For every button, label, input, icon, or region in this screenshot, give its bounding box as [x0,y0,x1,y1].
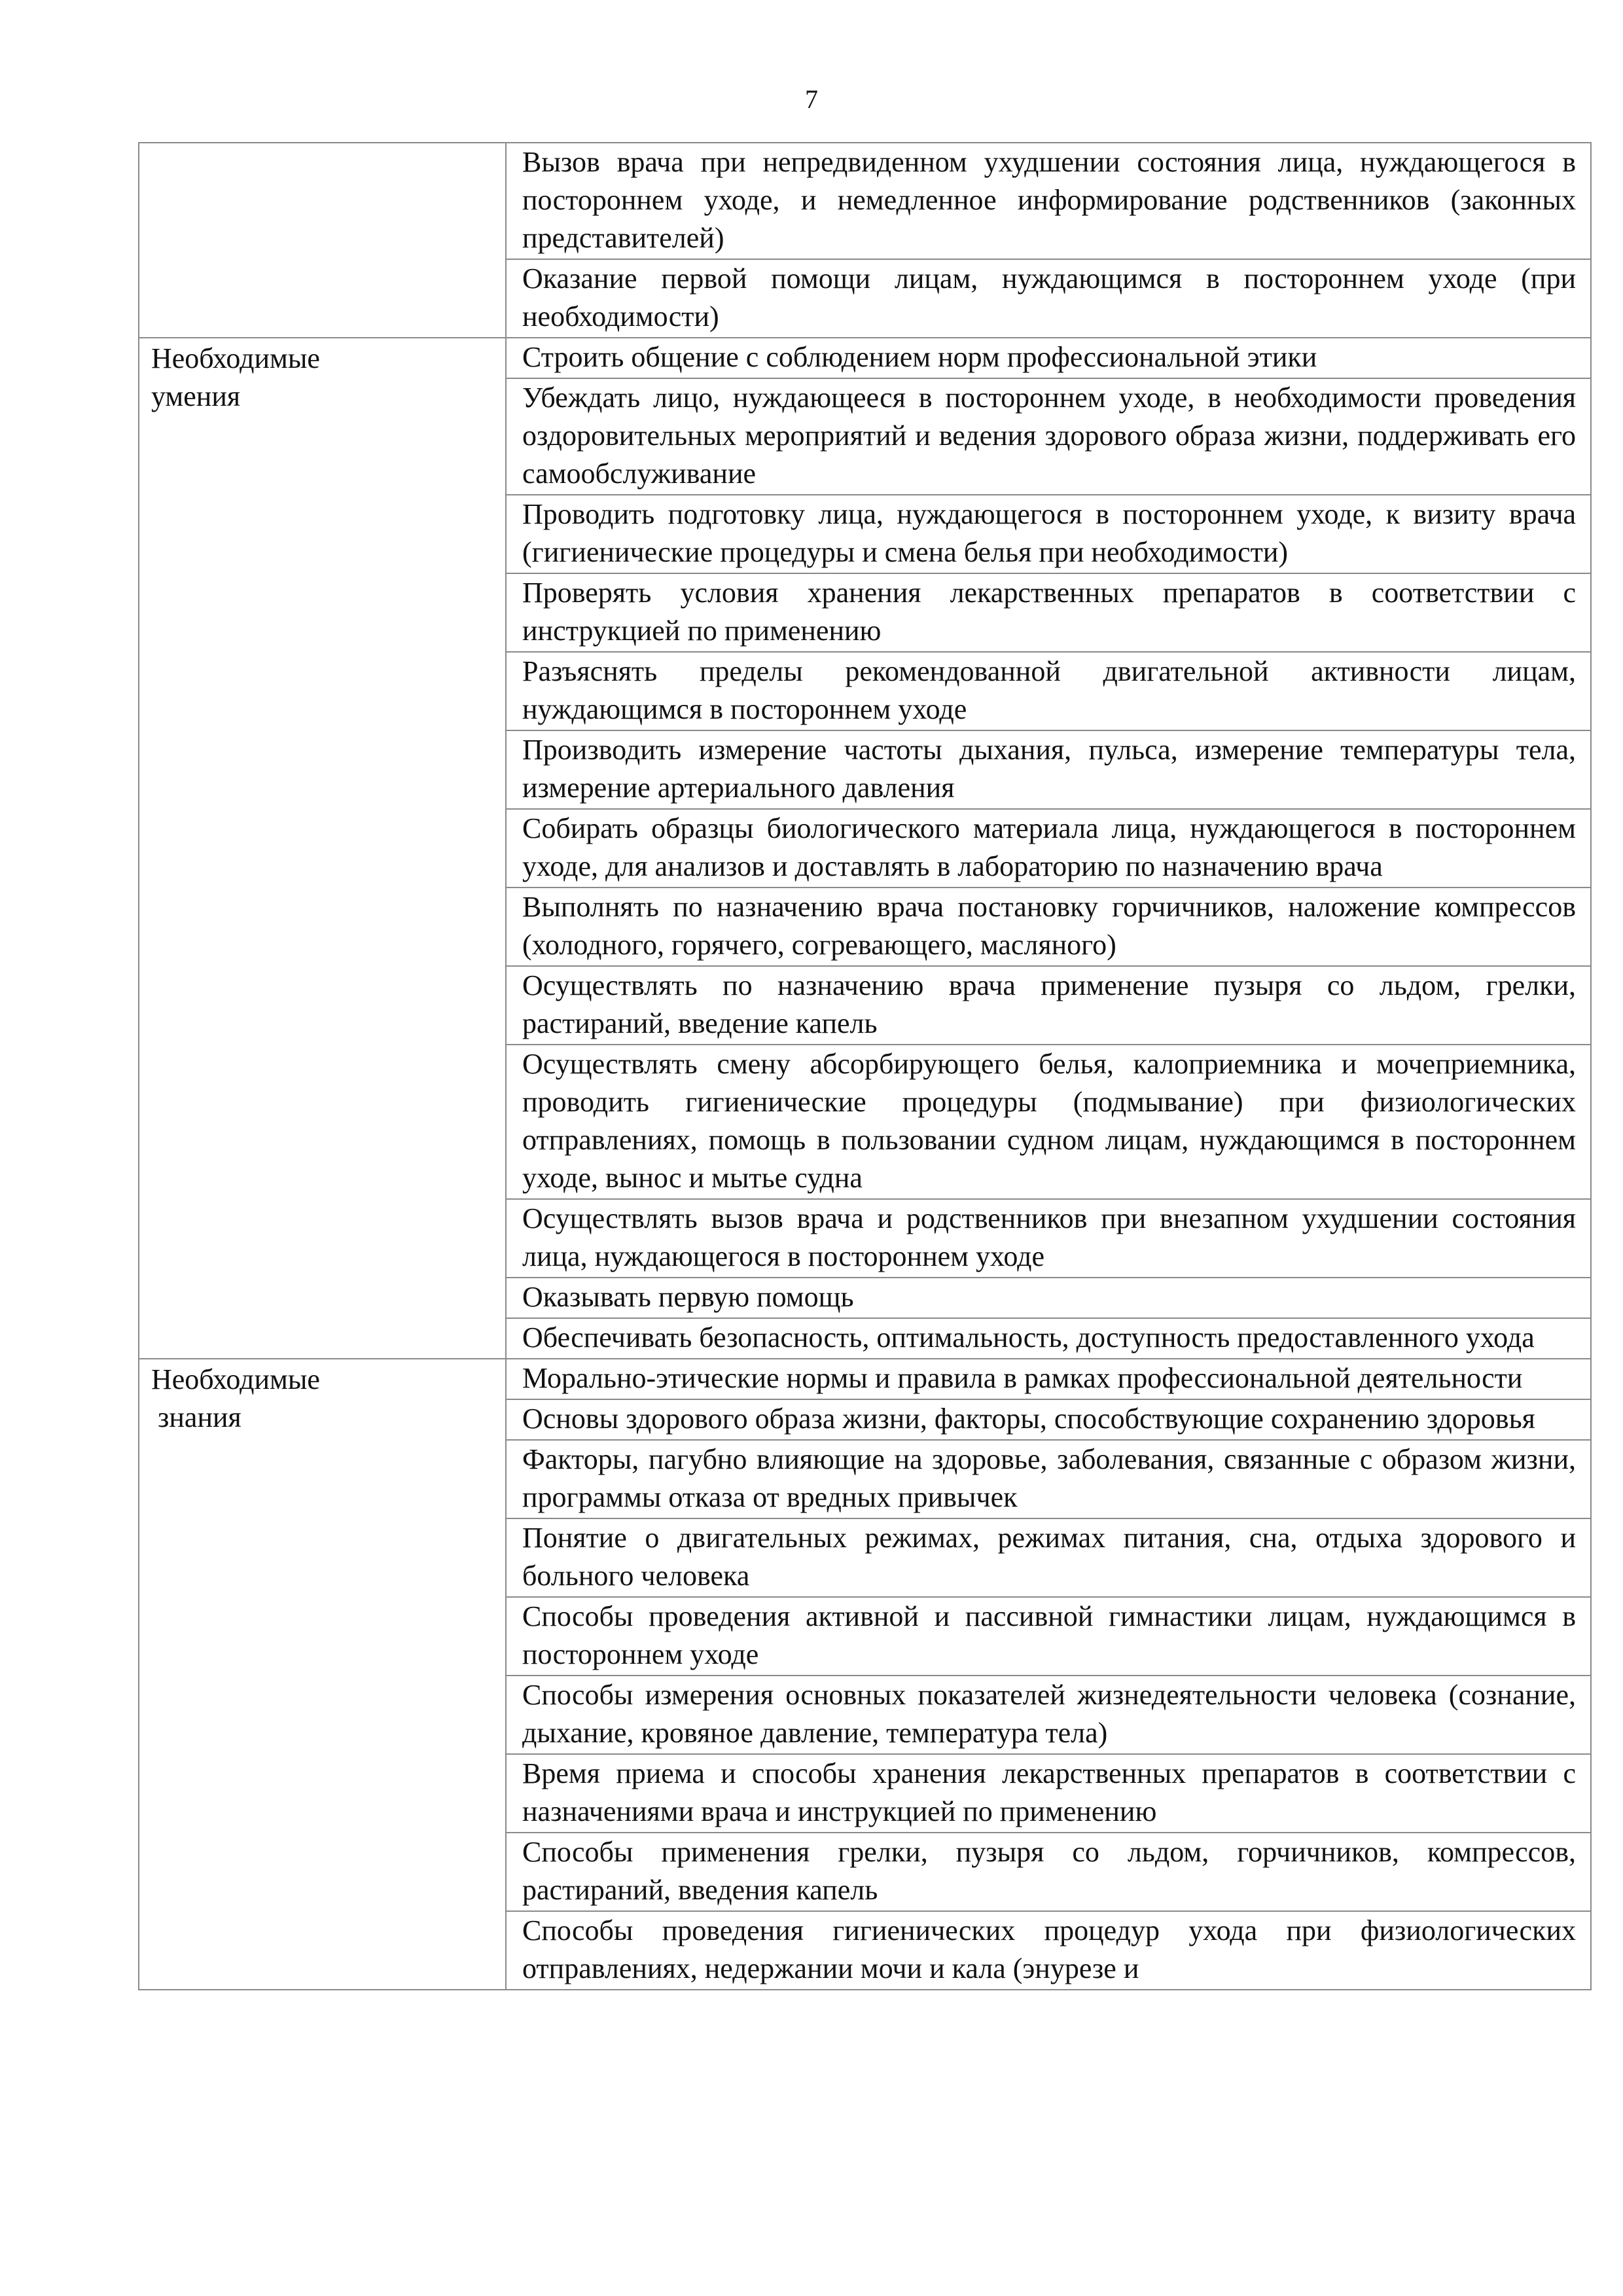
section-label-empty [139,143,506,338]
table-cell-item: Факторы, пагубно влияющие на здоровье, заболевания, связанные с образом жизни, программы отказа от вредных привычек [506,1440,1591,1518]
table-row [139,338,1591,378]
table-cell-item: Основы здорового образа жизни, факторы, способствующие сохранению здоровья [506,1399,1591,1440]
table-cell-item: Строить общение с соблюдением норм профессиональной этики [506,338,1591,378]
section-label-knowledge [139,1359,506,1990]
table-cell-item: Проводить подготовку лица, нуждающегося в постороннем уходе, к визиту врача (гигиенические процедуры и смена белья при необходимости) [506,495,1591,573]
table-cell-item: Способы применения грелки, пузыря со льдом, горчичников, компрессов, растираний, введения капель [506,1833,1591,1911]
table-cell-item: Способы проведения активной и пассивной гимнастики лицам, нуждающимся в постороннем уходе [506,1597,1591,1676]
table-cell-item: Разъяснять пределы рекомендованной двигательной активности лицам, нуждающимся в постороннем уходе [506,652,1591,730]
section-label-line: Необходимые [151,342,320,374]
section-label-skills [139,338,506,1359]
table-row [139,143,1591,259]
page-number: 7 [805,84,818,114]
competency-table [138,142,1592,1990]
table-row [139,1359,1591,1399]
table-cell-item: Вызов врача при непредвиденном ухудшении состояния лица, нуждающегося в постороннем уходе, и немедленное информирование родственников (законных представителей) [506,143,1591,259]
table-cell-item: Оказание первой помощи лицам, нуждающимся в постороннем уходе (при необходимости) [506,259,1591,338]
table-cell-item: Понятие о двигательных режимах, режимах питания, сна, отдыха здорового и больного человека [506,1518,1591,1597]
section-label-line: знания [158,1401,241,1433]
table-cell-item: Оказывать первую помощь [506,1278,1591,1318]
table-cell-item: Способы измерения основных показателей жизнедеятельности человека (сознание, дыхание, кровяное давление, температура тела) [506,1676,1591,1754]
table-cell-item: Способы проведения гигиенических процедур ухода при физиологических отправлениях, недержании мочи и кала (энурезе и [506,1911,1591,1990]
table-cell-item: Производить измерение частоты дыхания, пульса, измерение температуры тела, измерение артериального давления [506,730,1591,809]
table-cell-item: Собирать образцы биологического материала лица, нуждающегося в постороннем уходе, для анализов и доставлять в лабораторию по назначению врача [506,809,1591,888]
table-cell-item: Осуществлять смену абсорбирующего белья, калоприемника и мочеприемника, проводить гигиенические процедуры (подмывание) при физиологических отправлениях, помощь в пользовании судном лицам, нуждающимся в постороннем уходе, вынос и мытье судна [506,1045,1591,1199]
table-cell-item: Проверять условия хранения лекарственных препаратов в соответствии с инструкцией по применению [506,573,1591,652]
table-cell-item: Обеспечивать безопасность, оптимальность, доступность предоставленного ухода [506,1318,1591,1359]
table-cell-item: Осуществлять вызов врача и родственников при внезапном ухудшении состояния лица, нуждающегося в постороннем уходе [506,1199,1591,1278]
table-cell-item: Морально-этические нормы и правила в рамках профессиональной деятельности [506,1359,1591,1399]
section-label-line: Необходимые [151,1363,320,1395]
section-label-line: умения [151,380,241,412]
table-cell-item: Выполнять по назначению врача постановку горчичников, наложение компрессов (холодного, горячего, согревающего, масляного) [506,888,1591,966]
table-cell-item: Осуществлять по назначению врача применение пузыря со льдом, грелки, растираний, введение капель [506,966,1591,1045]
table-cell-item: Время приема и способы хранения лекарственных препаратов в соответствии с назначениями врача и инструкцией по применению [506,1754,1591,1833]
table-cell-item: Убеждать лицо, нуждающееся в постороннем уходе, в необходимости проведения оздоровительных мероприятий и ведения здорового образа жизни, поддерживать его самообслуживание [506,378,1591,495]
